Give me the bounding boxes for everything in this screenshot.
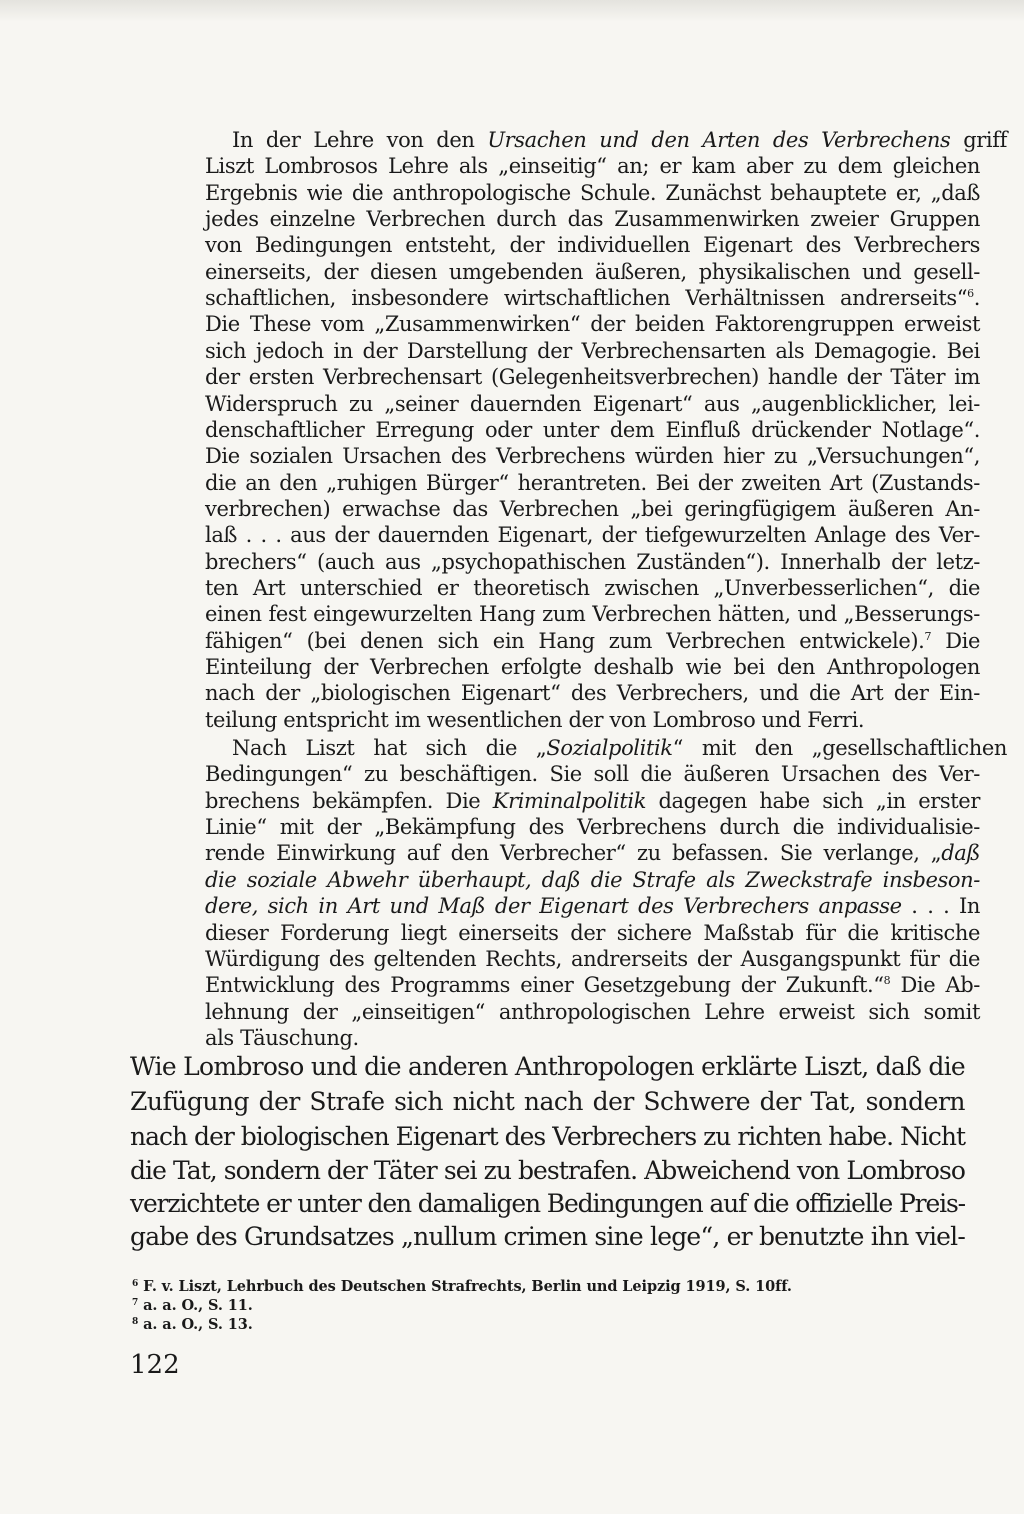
text-span: der ersten Verbrechensart (Gelegenheitsverbrechen) handle der Täter im — [205, 365, 980, 389]
text-span: jedes einzelne Verbrechen durch das Zusammenwirken zweier Gruppen — [205, 207, 980, 231]
page-number: 122 — [130, 1350, 180, 1380]
text-span: Einteilung der Verbrechen erfolgte deshalb wie bei den Anthropologen — [205, 655, 980, 679]
footnote-marker: 6 — [967, 287, 974, 300]
text-span: a. a. O., S. 11. — [138, 1297, 253, 1314]
quote-line — [205, 181, 980, 205]
quote-line — [205, 339, 980, 363]
quote-line — [205, 365, 980, 389]
text-span: teilung entspricht im wesentlichen der von Lombroso und Ferri. — [205, 708, 865, 732]
quote-line — [205, 602, 980, 626]
text-span: die an den „ruhigen Bürger“ herantreten. Bei der zweiten Art (Zustands- — [205, 471, 980, 495]
text-span: Wie Lombroso und die anderen Anthropologen erklärte Liszt, daß die — [130, 1052, 965, 1081]
text-span: laß . . . aus der dauernden Eigenart, der tiefgewurzelten Anlage des Ver- — [205, 523, 980, 547]
quote-line — [205, 260, 980, 284]
text-span: “ mit den „gesellschaftlichen — [672, 736, 1007, 760]
quote-line — [205, 286, 980, 310]
text-span: nach der biologischen Eigenart des Verbrechers zu richten habe. Nicht — [130, 1122, 965, 1151]
italic-text: daß — [941, 841, 980, 865]
footnotes-line — [132, 1297, 253, 1314]
quote-line — [205, 233, 980, 257]
text-span: als Täuschung. — [205, 1026, 359, 1050]
quote-line — [205, 392, 980, 416]
quote-line — [205, 207, 980, 231]
text-span: verzichtete er unter den damaligen Bedingungen auf die offizielle Preis- — [130, 1189, 965, 1218]
quote-line — [205, 894, 980, 918]
main-line — [130, 1052, 965, 1081]
footnote-marker: 8 — [883, 974, 891, 987]
quote-line — [205, 1026, 359, 1050]
quote-line — [205, 762, 980, 786]
text-span: nach der „biologischen Eigenart“ des Verbrechers, und die Art der Ein- — [205, 681, 980, 705]
italic-text: Kriminalpolitik — [492, 789, 647, 813]
text-span: brechers“ (auch aus „psychopathischen Zuständen“). Innerhalb der letz- — [205, 550, 980, 574]
quote-line — [205, 154, 980, 178]
text-span: Bedingungen“ zu beschäftigen. Sie soll die äußeren Ursachen des Ver- — [205, 762, 980, 786]
main-line — [130, 1189, 965, 1218]
quote-line — [205, 868, 980, 892]
text-span: dieser Forderung liegt einerseits der sichere Maßstab für die kritische — [205, 921, 980, 945]
text-span: Zufügung der Strafe sich nicht nach der Schwere der Tat, sondern — [130, 1087, 965, 1116]
main-line — [130, 1156, 965, 1185]
footnote-marker: 8 — [132, 1317, 139, 1327]
footnote-marker: 7 — [924, 630, 932, 643]
text-span: Würdigung des geltenden Rechts, andrerseits der Ausgangspunkt für die — [205, 947, 980, 971]
quote-line — [205, 576, 980, 600]
quote-line — [205, 789, 980, 813]
quote-line — [205, 815, 980, 839]
text-span: brechens bekämpfen. Die — [205, 789, 493, 813]
quote-line — [205, 629, 980, 653]
text-span: die Tat, sondern der Täter sei zu bestrafen. Abweichend von Lombroso — [130, 1156, 965, 1185]
text-span: Die sozialen Ursachen des Verbrechens würden hier zu „Versuchungen“, — [205, 444, 980, 468]
quote-line — [205, 471, 980, 495]
quote-line — [205, 841, 980, 865]
text-span: Entwicklung des Programms einer Gesetzgebung der Zukunft.“ — [205, 973, 884, 997]
text-span: verbrechen) erwachse das Verbrechen „bei geringfügigem äußeren An- — [205, 497, 980, 521]
text-span: Die These vom „Zusammenwirken“ der beiden Faktorengruppen erweist — [205, 312, 980, 336]
text-span: denschaftlicher Erregung oder unter dem Einfluß drückender Notlage“. — [205, 418, 980, 442]
footnotes-line — [132, 1316, 253, 1333]
text-span: Ergebnis wie die anthropologische Schule. Zunächst behauptete er, „daß — [205, 181, 980, 205]
text-span: gabe des Grundsatzes „nullum crimen sine lege“, er benutzte ihn viel- — [130, 1222, 965, 1251]
text-span: lehnung der „einseitigen“ anthropologischen Lehre erweist sich somit — [205, 1000, 980, 1024]
quote-line — [205, 681, 980, 705]
text-span: Nach Liszt hat sich die „ — [232, 736, 547, 760]
text-span: rende Einwirkung auf den Verbrecher“ zu befassen. Sie verlange, „ — [205, 841, 942, 865]
quote-line — [232, 736, 1007, 760]
italic-text: die soziale Abwehr überhaupt, daß die Strafe als Zweckstrafe insbeson- — [205, 868, 980, 892]
quote-line — [205, 921, 980, 945]
quote-line — [205, 655, 980, 679]
text-span: . — [973, 286, 980, 310]
italic-text: dere, sich in Art und Maß der Eigenart des Verbrechers anpasse — [205, 894, 902, 918]
text-span: . . . In — [901, 894, 980, 918]
quote-line — [205, 418, 980, 442]
main-line — [130, 1087, 965, 1116]
text-span: Die — [931, 629, 980, 653]
text-span: griff — [950, 128, 1007, 152]
quote-line — [205, 523, 980, 547]
main-line — [130, 1222, 965, 1251]
quote-line — [205, 1000, 980, 1024]
text-span: Widerspruch zu „seiner dauernden Eigenart“ aus „augenblicklicher, lei- — [205, 392, 980, 416]
quote-line — [205, 497, 980, 521]
italic-text: Ursachen und den Arten des Verbrechens — [487, 128, 951, 152]
text-span: a. a. O., S. 13. — [138, 1316, 253, 1333]
text-span: fähigen“ (bei denen sich ein Hang zum Verbrechen entwickele). — [205, 629, 925, 653]
footnote-marker: 6 — [132, 1279, 139, 1289]
quote-line — [205, 312, 980, 336]
page-top-shadow — [0, 0, 1024, 22]
footnote-marker: 7 — [132, 1298, 139, 1308]
text-span: In der Lehre von den — [232, 128, 488, 152]
text-span: F. v. Liszt, Lehrbuch des Deutschen Strafrechts, Berlin und Leipzig 1919, S. 10ff. — [138, 1278, 792, 1295]
main-line — [130, 1122, 965, 1151]
text-span: einerseits, der diesen umgebenden äußeren, physikalischen und gesell- — [205, 260, 980, 284]
text-span: sich jedoch in der Darstellung der Verbrechensarten als Demagogie. Bei — [205, 339, 980, 363]
text-span: von Bedingungen entsteht, der individuellen Eigenart des Verbrechers — [205, 233, 980, 257]
text-span: Liszt Lombrosos Lehre als „einseitig“ an; er kam aber zu dem gleichen — [205, 154, 980, 178]
text-span: ten Art unterschied er theoretisch zwischen „Unverbesserlichen“, die — [205, 576, 980, 600]
text-span: dagegen habe sich „in erster — [646, 789, 980, 813]
text-span: Linie“ mit der „Bekämpfung des Verbrechens durch die individualisie- — [205, 815, 980, 839]
quote-line — [205, 973, 980, 997]
quote-line — [205, 947, 980, 971]
footnotes-line — [132, 1278, 792, 1295]
text-span: Die Ab- — [890, 973, 980, 997]
text-span: schaftlichen, insbesondere wirtschaftlichen Verhältnissen andrerseits“ — [205, 286, 968, 310]
quote-line — [232, 128, 1007, 152]
quote-line — [205, 708, 864, 732]
text-span: einen fest eingewurzelten Hang zum Verbrechen hätten, und „Besserungs- — [205, 602, 980, 626]
quote-line — [205, 444, 980, 468]
quote-line — [205, 550, 980, 574]
italic-text: Sozialpolitik — [546, 736, 673, 760]
